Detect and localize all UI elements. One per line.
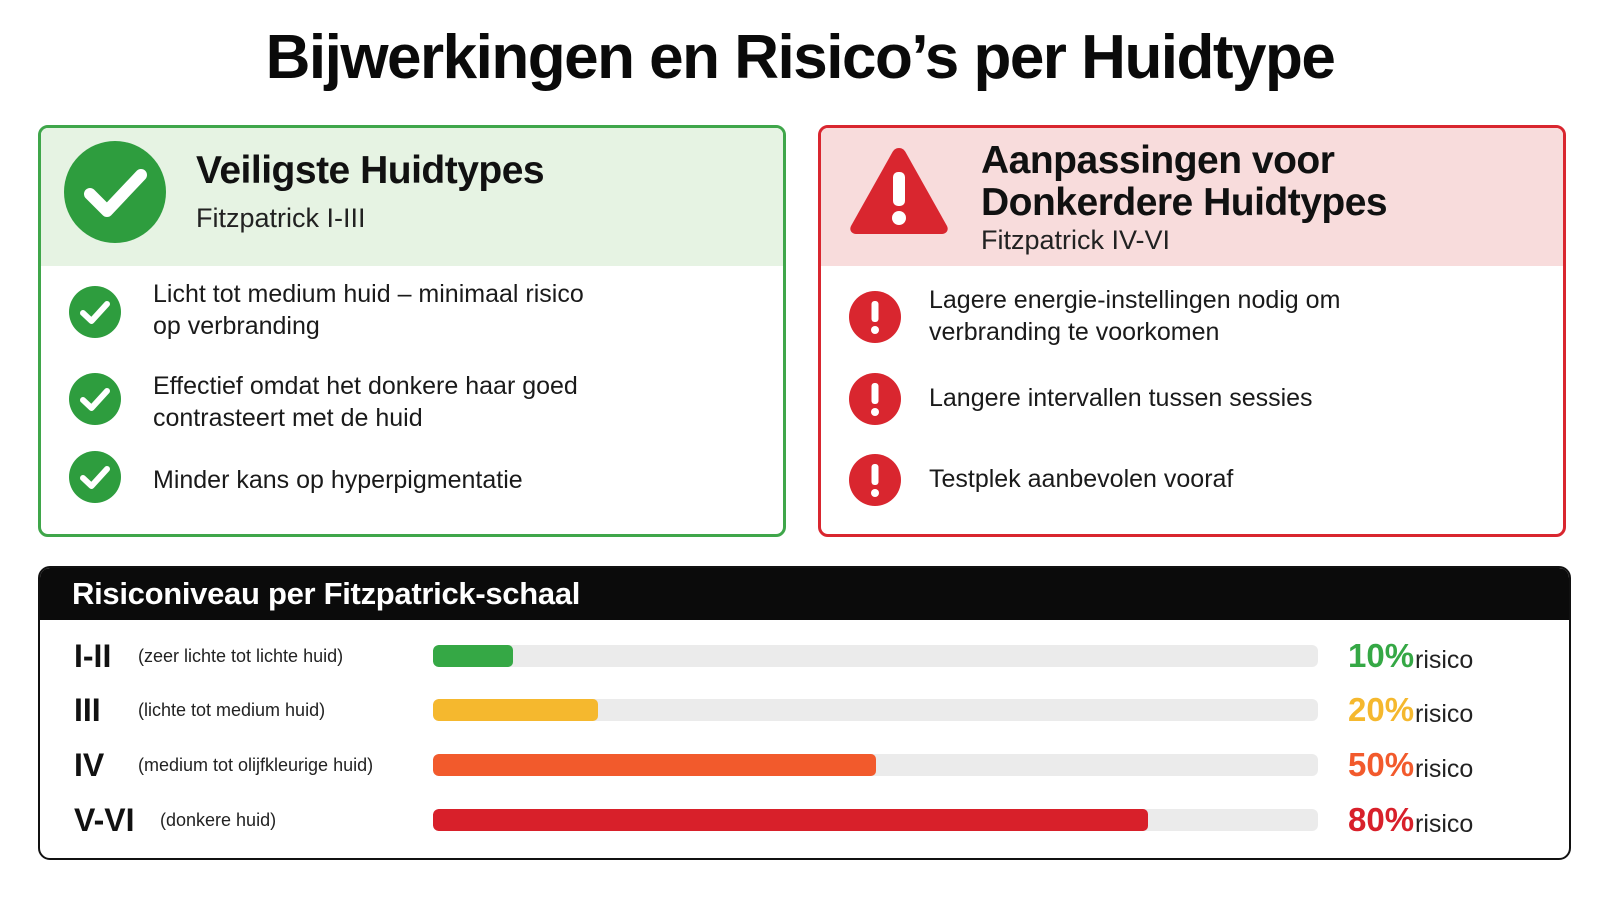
safe-card-header (41, 128, 783, 266)
warning-triangle-icon (847, 142, 951, 238)
warn-card-header (821, 128, 1563, 266)
risk-bar-fill (433, 754, 876, 776)
risk-word: risico (1415, 700, 1474, 728)
risk-bar-track (433, 754, 1318, 776)
check-circle-icon (68, 372, 122, 426)
risk-row (40, 800, 1569, 840)
list-item-line: Licht tot medium huid – minimaal risico (153, 280, 584, 308)
list-item-line: op verbranding (153, 312, 320, 340)
skin-type-description: (medium tot olijfkleurige huid) (138, 755, 374, 775)
list-item-text (153, 464, 753, 496)
list-item-text (153, 278, 753, 342)
skin-type-label: III (74, 692, 101, 728)
list-item-text (929, 284, 1529, 348)
skin-type-label: I-II (74, 638, 112, 674)
skin-type-label: IV (74, 747, 105, 783)
risk-word: risico (1415, 755, 1474, 783)
risk-bar-fill (433, 699, 598, 721)
list-item-line: Langere intervallen tussen sessies (929, 384, 1313, 412)
exclamation-circle-icon (848, 290, 902, 344)
risk-bar-fill (433, 645, 513, 667)
warn-card-title-line: Donkerdere Huidtypes (981, 181, 1388, 224)
risk-word: risico (1415, 810, 1474, 838)
risk-row (40, 690, 1569, 730)
list-item-text (929, 382, 1529, 414)
list-item-line: Effectief omdat het donkere haar goed (153, 372, 578, 400)
warn-card-subtitle: Fitzpatrick IV-VI (981, 225, 1171, 255)
warn-card-title (981, 140, 1541, 224)
risk-percent: 50% (1348, 746, 1415, 783)
risk-bar-track (433, 809, 1318, 831)
check-circle-icon (68, 450, 122, 504)
risk-percent: 20% (1348, 691, 1415, 728)
list-item-line: Minder kans op hyperpigmentatie (153, 466, 523, 494)
skin-type-description: (lichte tot medium huid) (138, 700, 326, 720)
skin-type-label: V-VI (74, 802, 135, 838)
darker-skin-types-card (818, 125, 1566, 537)
risk-row (40, 636, 1569, 676)
list-item-line: contrasteert met de huid (153, 404, 423, 432)
risk-bar-track (433, 699, 1318, 721)
risk-row (40, 745, 1569, 785)
risk-bar-fill (433, 809, 1148, 831)
risk-panel-header: Risiconiveau per Fitzpatrick-schaal (40, 568, 1569, 620)
check-circle-icon (68, 285, 122, 339)
risk-percent: 10% (1348, 637, 1415, 674)
list-item-line: Lagere energie-instellingen nodig om (929, 286, 1341, 314)
risk-percent: 80% (1348, 801, 1415, 838)
page-title: Bijwerkingen en Risico’s per Huidtype (265, 23, 1335, 92)
risk-bar-track (433, 645, 1318, 667)
safe-skin-types-card (38, 125, 786, 537)
exclamation-circle-icon (848, 453, 902, 507)
skin-type-description: (zeer lichte tot lichte huid) (138, 646, 344, 666)
list-item-line: Testplek aanbevolen vooraf (929, 465, 1234, 493)
safe-card-title: Veiligste Huidtypes (196, 149, 545, 192)
risk-word: risico (1415, 646, 1474, 674)
exclamation-circle-icon (848, 372, 902, 426)
risk-level-panel (38, 566, 1571, 860)
list-item-text (929, 463, 1529, 495)
warn-card-title-line: Aanpassingen voor (981, 139, 1335, 182)
check-circle-icon (63, 140, 167, 244)
list-item-text (153, 370, 753, 434)
list-item-line: verbranding te voorkomen (929, 318, 1220, 346)
safe-card-subtitle: Fitzpatrick I-III (196, 203, 366, 233)
skin-type-description: (donkere huid) (160, 810, 277, 830)
